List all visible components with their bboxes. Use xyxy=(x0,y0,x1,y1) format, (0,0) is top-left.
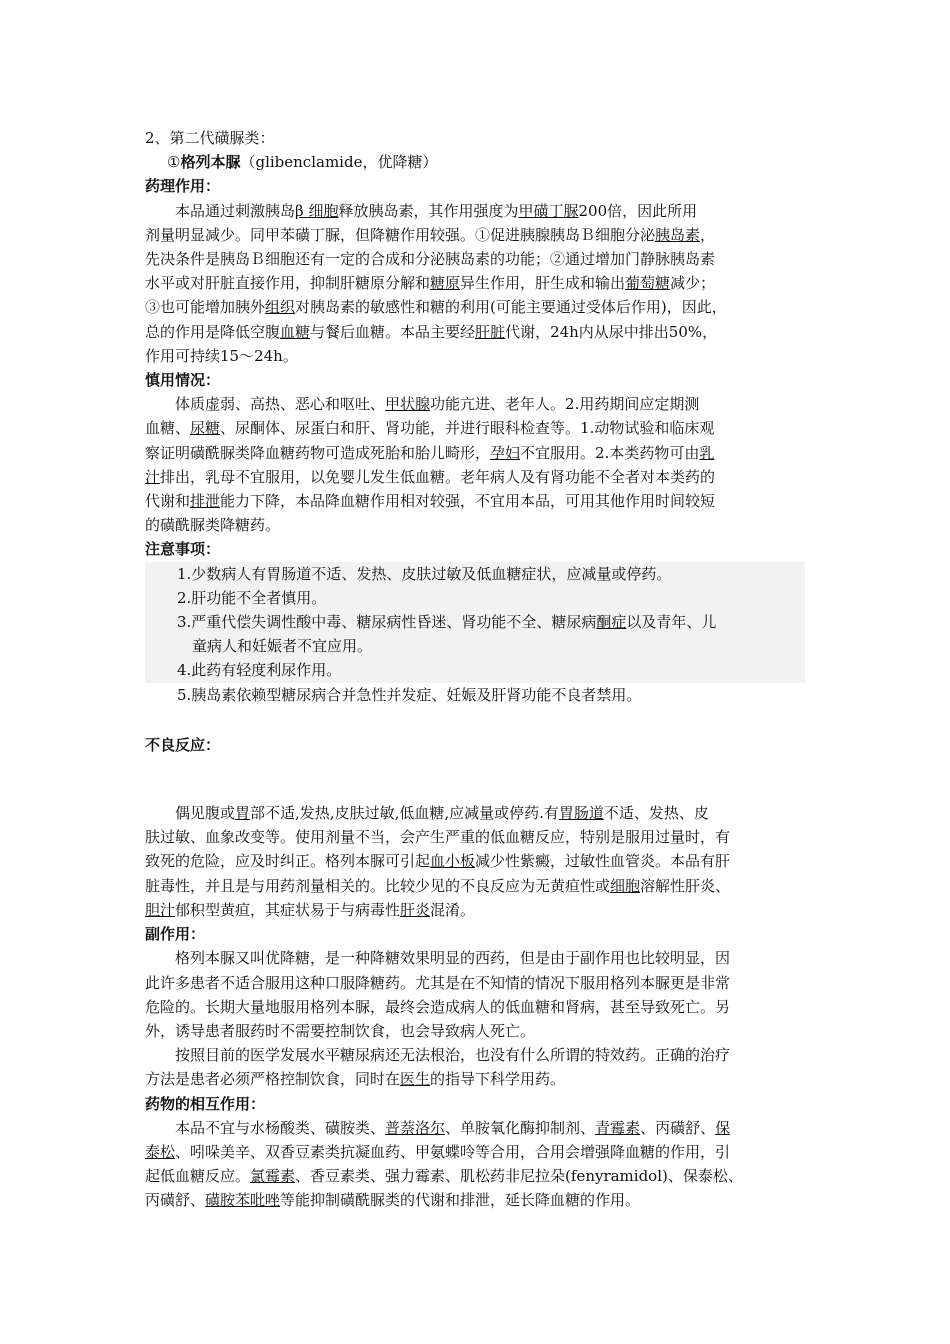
text-run: 混淆。 xyxy=(430,900,476,919)
text-run: 、吲哚美辛、双香豆素类抗凝血药、甲氨蝶呤等合用，合用会增强降血糖的作用，引 xyxy=(175,1142,731,1161)
underlined-term: 血小板 xyxy=(430,852,476,871)
underlined-term: 孕妇 xyxy=(490,443,521,462)
text-run: 代谢，24h内从尿中排出50%， xyxy=(505,322,718,341)
underlined-term: 泰松 xyxy=(145,1142,176,1161)
pharmacology-body xyxy=(145,199,810,368)
text-line xyxy=(145,247,810,271)
note-item-4: 4.此药有轻度利尿作用。 xyxy=(177,661,342,680)
text-run: 危险的。长期大量地服用格列本脲，最终会造成病人的低血糖和肾病，甚至导致死亡。另 xyxy=(145,997,731,1016)
drug-name: 格列本脲 xyxy=(180,153,241,172)
section-title: 2、第二代磺脲类： xyxy=(145,129,275,147)
text-run: 剂量明显减少。同甲苯磺丁脲，但降糖作用较强。①促进胰腺胰岛Ｂ细胞分泌 xyxy=(145,225,656,244)
note-item-3 xyxy=(145,610,805,634)
text-run: 血糖、 xyxy=(145,419,191,438)
underlined-term: 胃 xyxy=(235,804,251,823)
text-run: 偶见腹或 xyxy=(175,804,236,823)
interactions-body xyxy=(145,1116,810,1213)
text-run: 脏毒性，并且是与用药剂量相关的。比较少见的不良反应为无黄疸性或 xyxy=(145,876,611,895)
underlined-term: 乳 xyxy=(699,443,715,462)
text-line xyxy=(145,513,810,537)
underlined-term: 糖原 xyxy=(430,274,461,293)
text-run: 能力下降，本品降血糖作用相对较强，不宜用本品，可用其他作用时间较短 xyxy=(220,492,716,511)
underlined-term: 组织 xyxy=(265,298,296,317)
text-run: 察证明磺酰脲类降血糖药物可造成死胎和胎儿畸形， xyxy=(145,443,491,462)
text-run: 起低血糖反应。 xyxy=(145,1167,251,1186)
text-line xyxy=(145,199,810,223)
text-run: 的指导下科学用药。 xyxy=(430,1070,566,1089)
interactions-heading: 药物的相互作用： xyxy=(145,1094,266,1113)
text-run: 的磺酰脲类降糖药。 xyxy=(145,516,281,535)
text-line xyxy=(145,995,810,1019)
document-page xyxy=(145,126,810,1213)
text-run: 外，诱导患者服药时不需要控制饮食，也会导致病人死亡。 xyxy=(145,1021,536,1040)
text-run: 此许多患者不适合服用这种口服降糖药。尤其是在不知情的情况下服用格列本脲更是非常 xyxy=(145,973,731,992)
text-line xyxy=(145,1067,810,1091)
text-run: 减少性紫癜，过敏性血管炎。本品有肝 xyxy=(475,852,731,871)
text-run: ， xyxy=(700,225,716,244)
underlined-term: 胆汁 xyxy=(145,900,176,919)
text-run: 本品通过刺激胰岛 xyxy=(175,201,296,220)
note-item-3-cont: 童病人和妊娠者不宜应用。 xyxy=(192,637,373,656)
text-run: 等能抑制磺酰脲类的代谢和排泄，延长降血糖的作用。 xyxy=(280,1191,641,1210)
underlined-term: 汁 xyxy=(145,467,161,486)
notes-heading: 注意事项： xyxy=(145,540,221,559)
drug-paren: （glibenclamide，优降糖） xyxy=(240,153,438,172)
text-run: 不宜服用。2.本类药物可由 xyxy=(520,443,700,462)
underlined-term: 磺胺苯吡唑 xyxy=(205,1191,281,1210)
text-run: ③也可能增加胰外 xyxy=(145,298,266,317)
text-line xyxy=(145,1140,810,1164)
text-run: 与餐后血糖。本品主要经 xyxy=(310,322,476,341)
text-run: 、丙磺舒、 xyxy=(640,1118,716,1137)
text-run: 水平或对肝脏直接作用，抑制肝糖原分解和 xyxy=(145,274,431,293)
text-line xyxy=(145,1043,810,1067)
text-run: 致死的危险，应及时纠正。格列本脲可引起 xyxy=(145,852,431,871)
text-line xyxy=(145,344,810,368)
text-run: 代谢和 xyxy=(145,492,191,511)
adverse-heading: 不良反应： xyxy=(145,735,221,754)
text-run: 肤过敏、血象改变等。使用剂量不当，会产生严重的低血糖反应，特别是服用过量时，有 xyxy=(145,828,731,847)
drug-title xyxy=(145,150,810,174)
text-run: 先决条件是胰岛Ｂ细胞还有一定的合成和分泌胰岛素的功能；②通过增加门静脉胰岛素 xyxy=(145,250,716,269)
note-item-1: 1.少数病人有胃肠道不适、发热、皮肤过敏及低血糖症状，应减量或停药。 xyxy=(177,564,672,583)
text-run: 、香豆素类、强力霉素、肌松药非尼拉朵(fenyramidol)、保泰松、 xyxy=(295,1167,743,1186)
text-line xyxy=(145,1116,810,1140)
pharmacology-heading: 药理作用： xyxy=(145,177,221,196)
underlined-term: 保 xyxy=(715,1118,731,1137)
underlined-term: 细胞 xyxy=(610,876,641,895)
text-run: 200倍，因此所用 xyxy=(578,201,698,220)
text-line xyxy=(145,801,810,825)
underlined-term: 排泄 xyxy=(190,492,221,511)
drug-marker: ① xyxy=(167,153,181,172)
note-item-5: 5.胰岛素依赖型糖尿病合并急性并发症、妊娠及肝肾功能不良者禁用。 xyxy=(177,685,642,704)
underlined-term: 尿糖 xyxy=(190,419,221,438)
underlined-term: 青霉素 xyxy=(595,1118,641,1137)
text-run: 对胰岛素的敏感性和糖的利用(可能主要通过受体后作用)，因此， xyxy=(295,298,727,317)
text-line xyxy=(145,898,810,922)
text-run: 郁积型黄疸，其症状易于与病毒性 xyxy=(175,900,401,919)
text-line xyxy=(145,1188,810,1212)
text-run: 、单胺氧化酶抑制剂、 xyxy=(445,1118,596,1137)
text-line xyxy=(145,1019,810,1043)
underlined-term: β 细胞 xyxy=(295,201,339,220)
note-item-2: 2.肝功能不全者慎用。 xyxy=(177,588,327,607)
text-run: 丙磺舒、 xyxy=(145,1191,206,1210)
text-run: 释放胰岛素，其作用强度为 xyxy=(338,201,519,220)
text-line xyxy=(145,874,810,898)
underlined-term: 肝炎 xyxy=(400,900,431,919)
notes-box xyxy=(145,562,805,683)
text-line xyxy=(145,416,810,440)
text-run: 功能亢进、老年人。2.用药期间应定期测 xyxy=(430,395,700,414)
text-run: 体质虚弱、高热、恶心和呕吐、 xyxy=(175,395,386,414)
text-run: 溶解性肝炎、 xyxy=(640,876,731,895)
note-item-3-link: 酮症 xyxy=(596,613,627,632)
text-run: 总的作用是降低空腹 xyxy=(145,322,281,341)
text-run: 不适、发热、皮 xyxy=(603,804,709,823)
text-run: 格列本脲又叫优降糖，是一种降糖效果明显的西药，但是由于副作用也比较明显，因 xyxy=(175,949,731,968)
underlined-term: 普萘洛尔 xyxy=(385,1118,446,1137)
note-item-3-tail: 以及青年、儿 xyxy=(626,613,717,632)
underlined-term: 血糖 xyxy=(280,322,311,341)
text-line xyxy=(145,946,810,970)
text-run: 部不适,发热,皮肤过敏,低血糖,应减量或停药.有 xyxy=(250,804,559,823)
underlined-term: 医生 xyxy=(400,1070,431,1089)
note-item-3-text: 3.严重代偿失调性酸中毒、糖尿病性昏迷、肾功能不全、糖尿病 xyxy=(177,613,597,632)
text-run: 减少； xyxy=(670,274,716,293)
text-line xyxy=(145,320,810,344)
caution-body xyxy=(145,392,810,537)
text-run: 按照目前的医学发展水平糖尿病还无法根治，也没有什么所谓的特效药。正确的治疗 xyxy=(175,1046,731,1065)
underlined-term: 胰岛素 xyxy=(655,225,701,244)
adverse-body xyxy=(145,801,810,922)
text-line xyxy=(145,849,810,873)
underlined-term: 甲磺丁脲 xyxy=(518,201,579,220)
text-run: 异生作用，肝生成和输出 xyxy=(460,274,626,293)
text-run: 、尿酮体、尿蛋白和肝、肾功能，并进行眼科检查等。1.动物试验和临床观 xyxy=(220,419,715,438)
text-line xyxy=(145,465,810,489)
text-line xyxy=(145,489,810,513)
text-run: 排出，乳母不宜服用，以免婴儿发生低血糖。老年病人及有肾功能不全者对本类药的 xyxy=(160,467,716,486)
underlined-term: 甲状腺 xyxy=(385,395,431,414)
text-line xyxy=(145,271,810,295)
side-effects-body xyxy=(145,946,810,1091)
text-line xyxy=(145,295,810,319)
underlined-term: 葡萄糖 xyxy=(625,274,671,293)
text-run: 方法是患者必须严格控制饮食，同时在 xyxy=(145,1070,401,1089)
text-run: 本品不宜与水杨酸类、磺胺类、 xyxy=(175,1118,386,1137)
text-line xyxy=(145,441,810,465)
text-line xyxy=(145,971,810,995)
side-effects-heading: 副作用： xyxy=(145,925,206,944)
text-line xyxy=(145,825,810,849)
underlined-term: 氯霉素 xyxy=(250,1167,296,1186)
text-line xyxy=(145,1164,810,1188)
text-line xyxy=(145,223,810,247)
caution-heading: 慎用情况： xyxy=(145,371,221,390)
underlined-term: 肝脏 xyxy=(475,322,506,341)
text-line xyxy=(145,392,810,416)
text-run: 作用可持续15～24h。 xyxy=(145,346,298,365)
underlined-term: 胃肠道 xyxy=(558,804,604,823)
